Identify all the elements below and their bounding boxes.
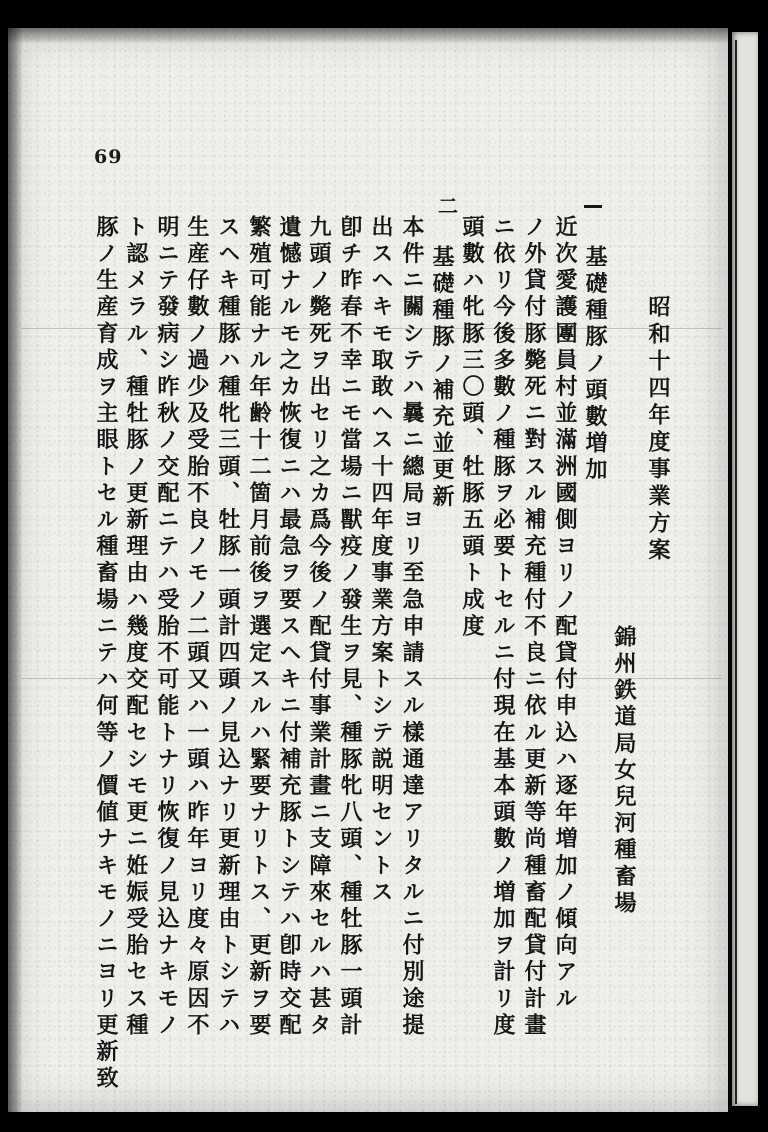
body-column: ノ外貸付豚斃死ニ對スル補充種付不良ニ依ル更新等尚種畜配貸付計畫	[521, 215, 547, 1040]
heading-section-two: 基礎種豚ノ補充並更新	[429, 245, 455, 511]
body-column: 近次愛護團員村並滿洲國側ヨリノ配貸付申込ハ逐年増加ノ傾向アル	[552, 215, 578, 1013]
document-author: 錦州鉄道局女兒河種畜場	[611, 625, 637, 918]
body-column: スヘキ種豚ハ種牝三頭、牡豚一頭計四頭ノ見込ナリ更新理由トシテハ	[215, 215, 241, 1040]
page-shadow-top	[8, 28, 728, 44]
section-two-marker: 二	[438, 194, 458, 218]
page-number: 69	[94, 146, 123, 168]
body-column: 遺憾ナルモ之カ恢復ニハ最急ヲ要スヘキニ付補充豚トシテハ卽時交配	[276, 215, 302, 1040]
body-column: 生産仔數ノ過少及受胎不良ノモノ二頭又ハ一頭ハ昨年ヨリ度々原因不	[184, 215, 210, 1040]
document-title: 昭和十四年度事業方案	[645, 295, 671, 565]
page-shadow-left	[8, 28, 22, 1112]
page-border-rule	[735, 40, 737, 1104]
body-column: 出スヘキモ取敢ヘス十四年度事業方案トシテ説明セントス	[368, 215, 394, 907]
body-column: ニ依リ今後多數ノ種豚ヲ必要トセルニ付現在基本頭數ノ増加ヲ計リ度	[490, 215, 516, 1040]
body-column: 頭數ハ牝豚三〇頭、牡豚五頭ト成度	[459, 215, 485, 641]
body-column: 卽チ昨春不幸ニモ當場ニ獸疫ノ發生ヲ見、種豚牝八頭、種牡豚一頭計	[337, 215, 363, 1040]
body-column: ト認メラル、種牡豚ノ更新理由ハ幾度交配セシモ更ニ姙娠受胎セス種	[123, 215, 149, 1040]
body-column: 九頭ノ斃死ヲ出セリ之カ爲今後ノ配貸付事業計畫ニ支障來セルハ甚タ	[306, 215, 332, 1040]
body-column: 本件ニ關シテハ曩ニ總局ヨリ至急申請スル樣通達アリタルニ付別途提	[399, 215, 425, 1040]
section-one-marker	[584, 205, 602, 208]
body-column: 豚ノ生産育成ヲ主眼トセル種畜場ニテハ何等ノ價値ナキモノニヨリ更新致	[93, 215, 119, 1093]
body-column: 明ニテ發病シ昨秋ノ交配ニテハ受胎不可能トナリ恢復ノ見込ナキモノ	[154, 215, 180, 1040]
heading-section-one: 基礎種豚ノ頭數増加	[582, 245, 608, 485]
body-column: 繁殖可能ナル年齢十二箇月前後ヲ選定スルハ緊要ナリトス、更新ヲ要	[246, 215, 272, 1040]
